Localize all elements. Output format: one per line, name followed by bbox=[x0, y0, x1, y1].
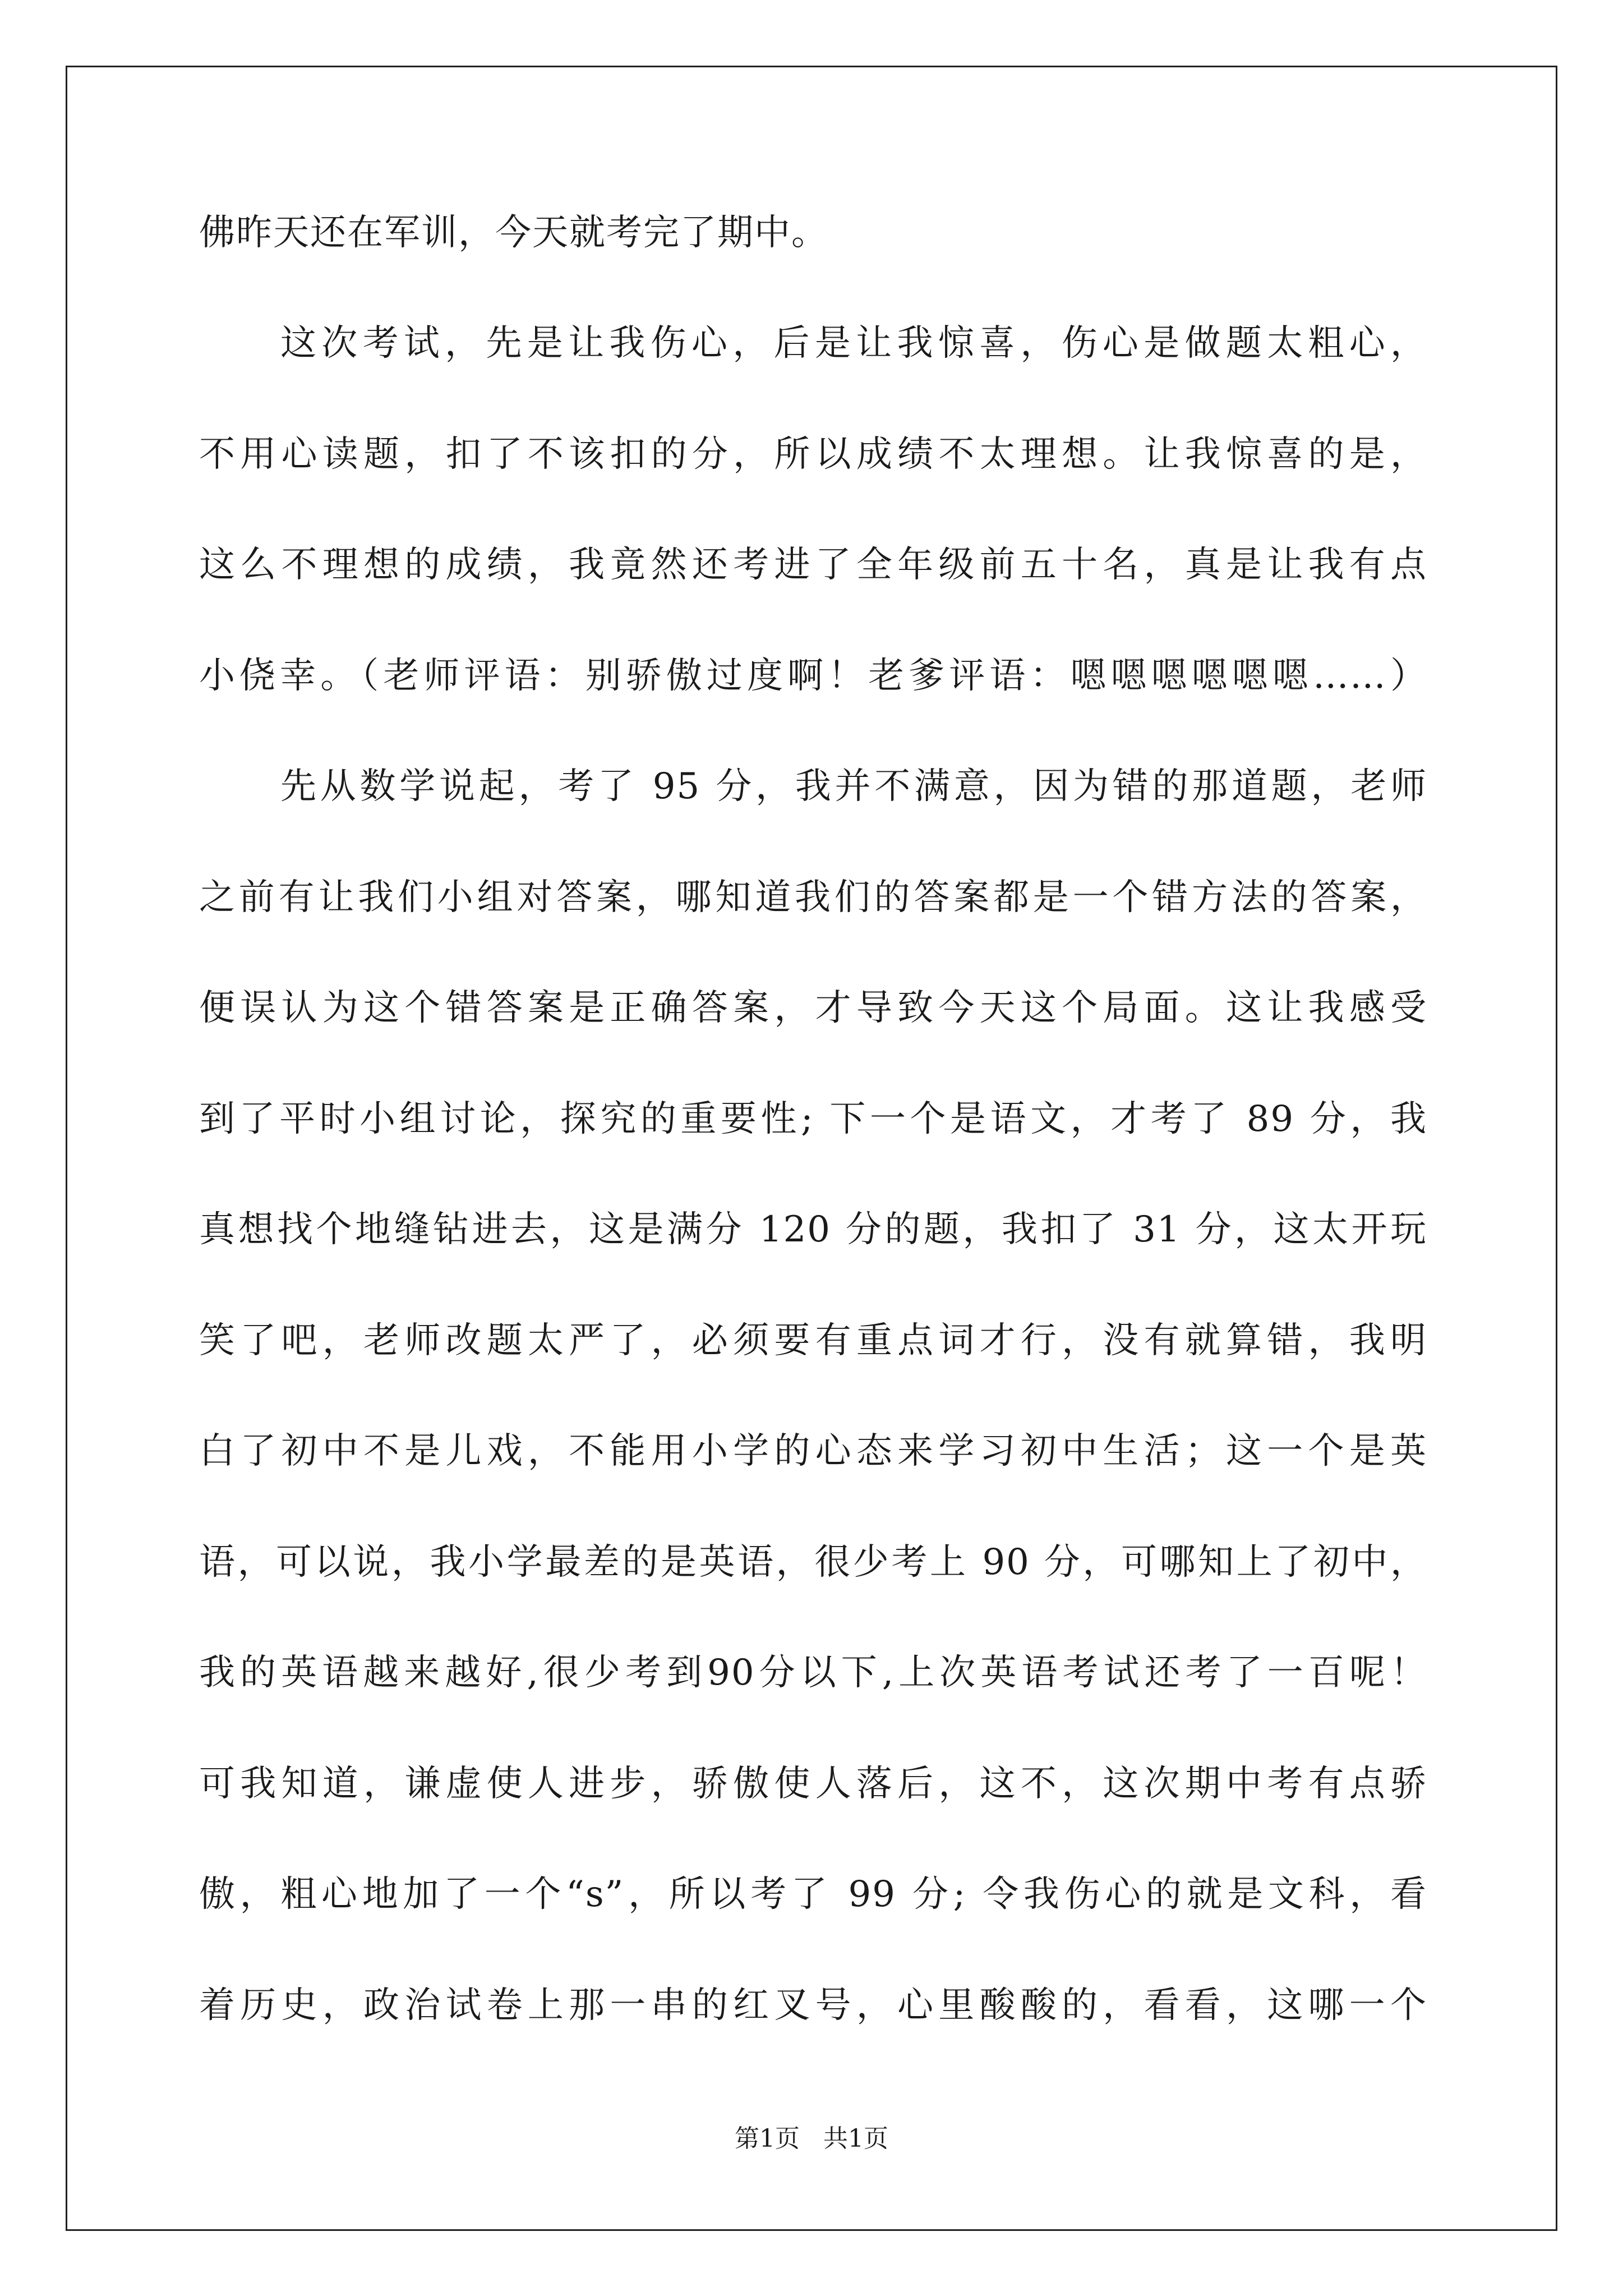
text-line: 我的英语越来越好,很少考到90分以下,上次英语考试还考了一百呢！ bbox=[199, 1652, 1427, 1694]
text-line: 先从数学说起，考了 95 分，我并不满意，因为错的那道题，老师 bbox=[280, 766, 1427, 807]
text-line: 着历史，政治试卷上那一串的红叉号，心里酸酸的，看看，这哪一个 bbox=[199, 1985, 1427, 2026]
text-line: 这次考试，先是让我伤心，后是让我惊喜，伤心是做题太粗心， bbox=[280, 323, 1427, 364]
text-line: 白了初中不是儿戏，不能用小学的心态来学习初中生活；这一个是英 bbox=[199, 1430, 1427, 1472]
text-line: 真想找个地缝钻进去，这是满分 120 分的题，我扣了 31 分，这太开玩 bbox=[199, 1209, 1427, 1250]
text-line: 笑了吧，老师改题太严了，必须要有重点词才行，没有就算错，我明 bbox=[199, 1320, 1427, 1361]
text-line: 小侥幸。（老师评语：别骄傲过度啊！老爹评语：嗯嗯嗯嗯嗯嗯……） bbox=[199, 655, 1427, 697]
page-number-current: 第1页 bbox=[735, 2124, 800, 2153]
text-line: 这么不理想的成绩，我竟然还考进了全年级前五十名，真是让我有点 bbox=[199, 544, 1427, 586]
text-line: 傲，粗心地加了一个“s”，所以考了 99 分; 令我伤心的就是文科，看 bbox=[199, 1874, 1427, 1915]
text-line: 佛昨天还在军训，今天就考完了期中。 bbox=[199, 212, 828, 254]
text-line: 到了平时小组讨论，探究的重要性; 下一个是语文，才考了 89 分，我 bbox=[199, 1098, 1427, 1140]
text-line: 可我知道，谦虚使人进步，骄傲使人落后，这不，这次期中考有点骄 bbox=[199, 1763, 1427, 1805]
text-line: 之前有让我们小组对答案，哪知道我们的答案都是一个错方法的答案， bbox=[199, 877, 1427, 918]
text-line: 语，可以说，我小学最差的是英语，很少考上 90 分，可哪知上了初中， bbox=[199, 1542, 1427, 1583]
page-footer bbox=[0, 2123, 1623, 2155]
text-line: 不用心读题，扣了不该扣的分，所以成绩不太理想。让我惊喜的是， bbox=[199, 434, 1427, 475]
page-number-total: 共1页 bbox=[823, 2124, 888, 2153]
text-line: 便误认为这个错答案是正确答案，才导致今天这个局面。这让我感受 bbox=[199, 987, 1427, 1029]
